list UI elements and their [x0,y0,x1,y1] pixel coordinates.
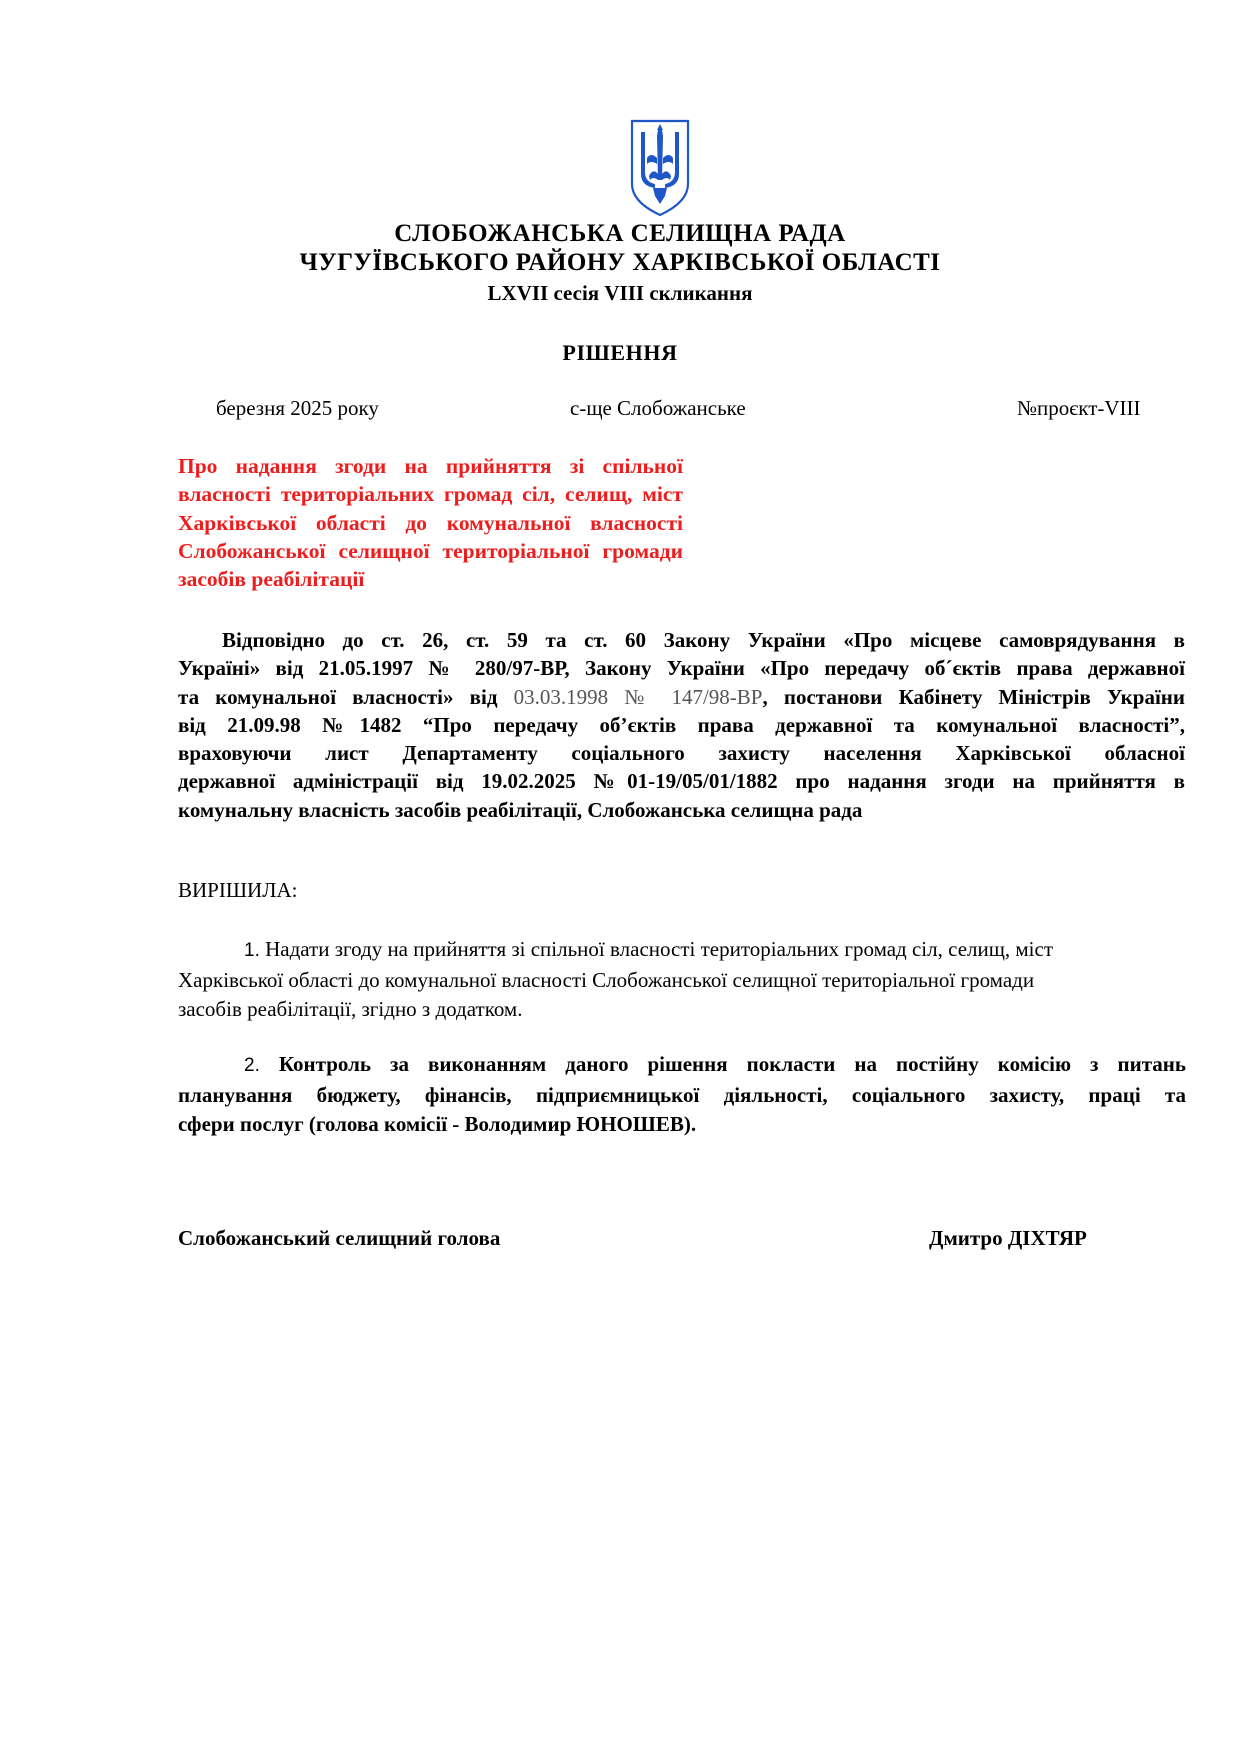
document-place: с-ще Слобожанське [570,396,746,420]
preamble-text: та комунальної власності» від [178,684,498,709]
decision-item-1 [178,935,1186,1025]
signatory-name: Дмитро ДІХТЯР [929,1226,1087,1250]
signatory-position: Слобожанський селищний голова [178,1226,501,1250]
decision-item-2 [178,1050,1186,1140]
item-text: Надати згоду на прийняття зі спільної власності територіальних громад сіл, селищ, міст [259,937,1054,961]
resolved-label: ВИРІШИЛА: [178,878,298,902]
council-name: СЛОБОЖАНСЬКА СЕЛИЩНА РАДА [394,220,846,247]
document-number: №проєкт-VIII [1017,396,1141,420]
item-line [178,935,1186,966]
preamble-text: , постанови Кабінету Міністрів України [762,684,1185,709]
preamble-line: Україні» від 21.05.1997 № 280/97-ВР, Закону України «Про передачу об´єктів права державної [178,656,1185,681]
preamble-line: державної адміністрації від 19.02.2025 №01-19/05/01/1882 про надання згоди на прийняття в [178,769,1185,794]
district-name: ЧУГУЇВСЬКОГО РАЙОНУ ХАРКІВСЬКОЇ ОБЛАСТІ [299,249,941,276]
item-line: засобів реабілітації, згідно з додатком. [178,997,523,1021]
preamble-line: від 21.09.98 №1482 “Про передачу об’єктів права державної та комунальної власності”, [178,712,1185,737]
item-text: Контроль за виконанням даного рішення покласти на постійну комісію з питань [259,1052,1186,1076]
preamble-line: враховуючи лист Департаменту соціального захисту населення Харківської обласної [178,741,1185,766]
document-date: березня 2025 року [216,396,379,420]
preamble-line [178,683,1185,711]
preamble-line: Відповідно до ст. 26, ст. 59 та ст. 60 Закону України «Про місцеве самоврядування в [222,628,1185,652]
coat-of-arms-icon [629,118,691,218]
law-reference: 03.03.1998 № 147/98-ВР [513,684,763,709]
item-line: Харківської області до комунальної власності Слобожанської селищної територіальної громади [178,967,1035,992]
document-title: РІШЕННЯ [562,340,678,365]
document-subject: Про надання згоди на прийняття зі спільної власності територіальних громад сіл, селищ, міст Харківської області до комунальної власності Слобожанської селищної територіальної громади засобів реабілітації [178,454,683,592]
item-number: 1. [244,940,260,961]
preamble [178,626,1185,824]
item-number: 2. [244,1055,260,1076]
item-line: сфери послуг (голова комісії - Володимир ЮНОШЕВ). [178,1112,697,1136]
item-line: планування бюджету, фінансів, підприємницької діяльності, соціального захисту, праці та [178,1082,1186,1107]
session-line: LXVII сесія VIII скликання [487,281,753,305]
item-line [178,1050,1186,1081]
preamble-line: комунальну власність засобів реабілітації, Слобожанська селищна рада [178,797,863,822]
